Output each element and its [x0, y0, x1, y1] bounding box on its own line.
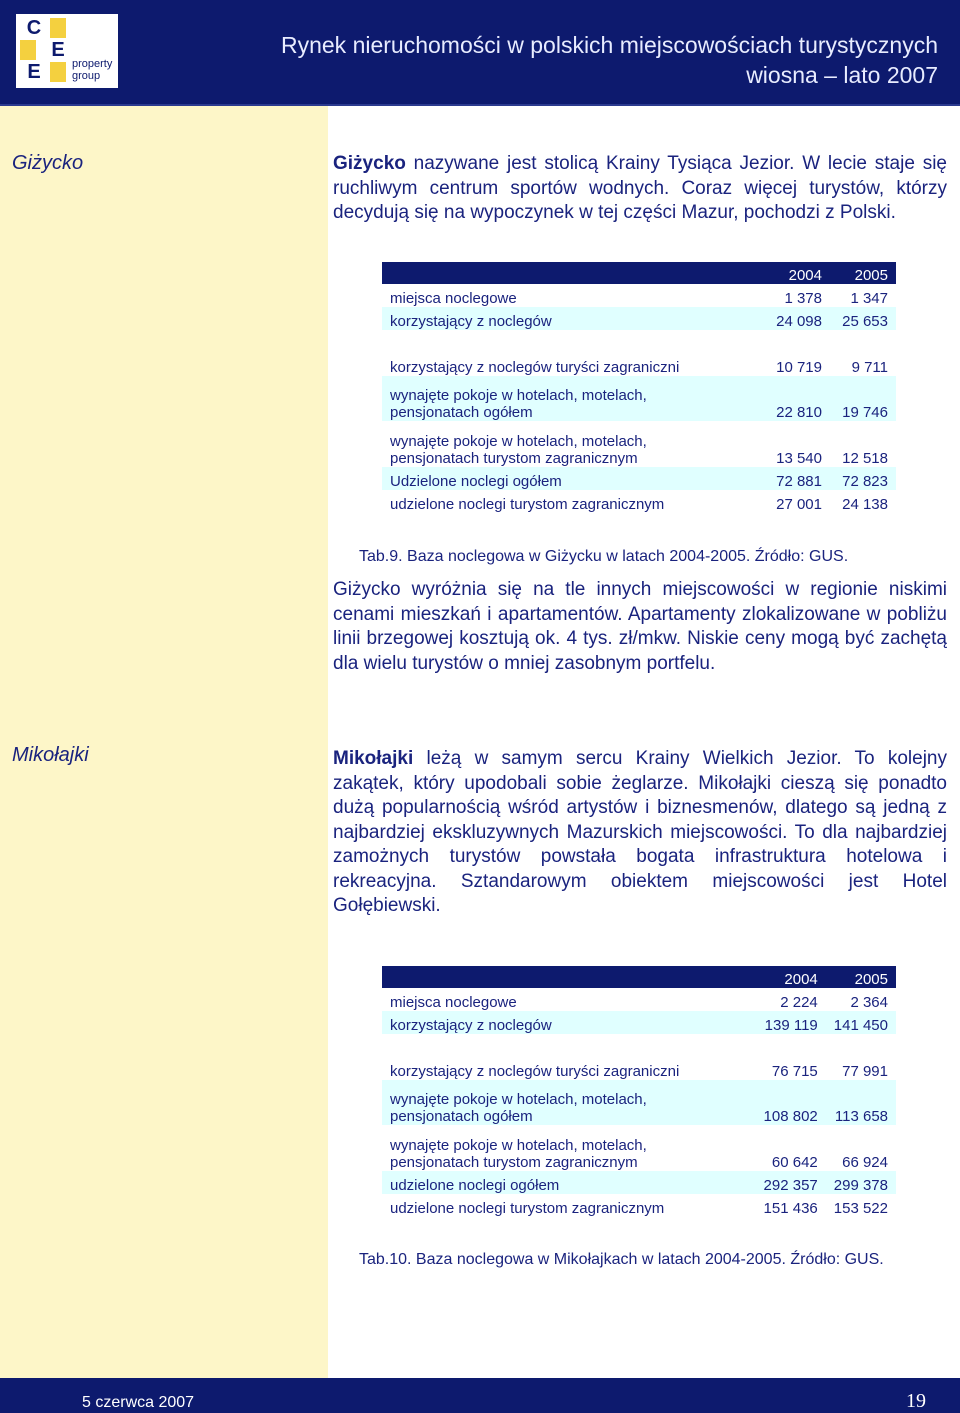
table-row	[382, 330, 896, 376]
table-row	[382, 1171, 896, 1194]
section-label-gizycko: Giżycko	[12, 152, 84, 174]
row-value-2005: 19 746	[830, 376, 896, 421]
row-value-2004: 76 715	[771, 1063, 818, 1080]
row-label-line1: wynajęte pokoje w hotelach, motelach,	[390, 387, 647, 404]
row-value-2005: 2 364	[850, 994, 888, 1011]
row-label: miejsca noclegowe	[390, 290, 517, 307]
mikolajki-intro-bold: Mikołajki	[333, 748, 414, 769]
table-row	[382, 307, 896, 330]
left-label-column	[0, 106, 328, 1378]
row-value-2004: 151 436	[763, 1200, 818, 1217]
table-row	[382, 1034, 896, 1080]
row-value-2005: 72 823	[830, 467, 896, 490]
row-label-line2: pensjonatach turystom zagranicznym	[390, 450, 638, 467]
row-label: korzystający z noclegów	[382, 1011, 724, 1034]
row-value-2004: 108 802	[724, 1080, 826, 1125]
row-value-2005: 12 518	[842, 450, 888, 467]
row-label: korzystający z noclegów	[382, 307, 728, 330]
gizycko-intro-paragraph	[333, 152, 947, 226]
header-cell-label	[382, 262, 728, 284]
mikolajki-intro-text: leżą w samym sercu Krainy Wielkich Jezior. To kolejny zakątek, który upodobali sobie żeglarze. Mikołajki cieszą się ponadto dużą popularnością wśród artystów i biznesmenów, dlatego są jedną z najbardziej ekskluzywnych Mazurskich miejscowości. To dla najbardziej zamożnych turystów powstała bogata infrastruktura hotelowa i rekreacyjna. Sztandarowym obiektem miejscowości jest Hotel Gołębiewski.	[333, 748, 947, 916]
logo-yellow-block-3	[50, 62, 66, 82]
row-label-line2: pensjonatach ogółem	[390, 404, 533, 421]
row-value-2004: 1 378	[784, 290, 822, 307]
row-label: udzielone noclegi turystom zagranicznym	[390, 496, 665, 513]
footer-date: 5 czerwca 2007	[82, 1394, 195, 1411]
row-label: korzystający z noclegów turyści zagraniczni	[390, 359, 680, 376]
logo-yellow-block-2	[20, 40, 36, 60]
mikolajki-stats-table	[382, 966, 896, 1217]
table-header-row	[382, 966, 896, 988]
header-title-line1: Rynek nieruchomości w polskich miejscowościach turystycznych	[280, 32, 938, 58]
table-header-row	[382, 262, 896, 284]
section-label-mikolajki: Mikołajki	[12, 744, 89, 766]
row-label: miejsca noclegowe	[390, 994, 517, 1011]
logo-subtitle	[72, 58, 112, 82]
logo-sub-line1: property	[72, 58, 113, 70]
row-label-line1: wynajęte pokoje w hotelach, motelach,	[390, 1091, 647, 1108]
table-row	[382, 467, 896, 490]
table-row	[382, 284, 896, 307]
row-value-2005: 299 378	[826, 1171, 896, 1194]
row-label: Udzielone noclegi ogółem	[382, 467, 728, 490]
table-row	[382, 376, 896, 421]
row-value-2005: 9 711	[851, 359, 888, 376]
logo-letter-c: C	[26, 17, 42, 39]
row-value-2004: 24 098	[728, 307, 830, 330]
row-label: udzielone noclegi turystom zagranicznym	[390, 1200, 665, 1217]
header-title-line2: wiosna – lato 2007	[746, 62, 938, 88]
mikolajki-intro-paragraph	[333, 747, 947, 919]
header-cell-2005: 2005	[826, 966, 896, 988]
row-label-line2: pensjonatach ogółem	[390, 1108, 533, 1125]
table-row	[382, 1194, 896, 1217]
row-label	[382, 421, 728, 467]
row-value-2005: 24 138	[842, 496, 888, 513]
table-row	[382, 490, 896, 513]
page-footer	[0, 1378, 960, 1413]
gizycko-intro-bold: Giżycko	[333, 153, 406, 174]
row-value-2004: 2 224	[780, 994, 818, 1011]
row-label: udzielone noclegi ogółem	[382, 1171, 724, 1194]
row-value-2004: 292 357	[724, 1171, 826, 1194]
row-label	[382, 1080, 724, 1125]
row-label-line2: pensjonatach turystom zagranicznym	[390, 1154, 638, 1171]
table-row	[382, 421, 896, 467]
logo-yellow-block-1	[50, 18, 66, 38]
header-cell-2005: 2005	[830, 262, 896, 284]
row-label	[382, 1125, 724, 1171]
logo-letter-e1: E	[51, 39, 65, 61]
row-label-line1: wynajęte pokoje w hotelach, motelach,	[390, 433, 647, 450]
row-label	[382, 376, 728, 421]
table-row	[382, 988, 896, 1011]
row-value-2004: 139 119	[724, 1011, 826, 1034]
row-label-line1: wynajęte pokoje w hotelach, motelach,	[390, 1137, 647, 1154]
table-row	[382, 1080, 896, 1125]
cee-logo	[16, 14, 118, 88]
mikolajki-table-caption: Tab.10. Baza noclegowa w Mikołajkach w latach 2004-2005. Źródło: GUS.	[359, 1251, 884, 1268]
row-value-2004: 13 540	[776, 450, 822, 467]
row-value-2005: 1 347	[850, 290, 888, 307]
header-cell-2004: 2004	[724, 966, 826, 988]
gizycko-paragraph-2: Giżycko wyróżnia się na tle innych miejscowości w regionie niskimi cenami mieszkań i apartamentów. Apartamenty zlokalizowane w pobliżu linii brzegowej kosztują ok. 4 tys. zł/mkw. Niskie ceny mogą być zachętą dla wielu turystów o mniej zasobnym portfelu.	[333, 579, 947, 674]
page-number: 19	[906, 1390, 926, 1412]
row-value-2005: 113 658	[826, 1080, 896, 1125]
row-value-2005: 77 991	[842, 1063, 888, 1080]
row-value-2004: 10 719	[776, 359, 822, 376]
row-value-2004: 72 881	[728, 467, 830, 490]
logo-sub-line2: group	[72, 70, 101, 82]
logo-letter-e2: E	[27, 61, 41, 83]
row-value-2004: 22 810	[728, 376, 830, 421]
table-row	[382, 1011, 896, 1034]
gizycko-table-caption: Tab.9. Baza noclegowa w Giżycku w latach 2004-2005. Źródło: GUS.	[359, 548, 849, 565]
row-value-2005: 153 522	[833, 1200, 888, 1217]
row-label: korzystający z noclegów turyści zagraniczni	[390, 1063, 680, 1080]
row-value-2005: 141 450	[826, 1011, 896, 1034]
gizycko-stats-table	[382, 262, 896, 513]
gizycko-intro-text: nazywane jest stolicą Krainy Tysiąca Jezior. W lecie staje się ruchliwym centrum sportów wodnych. Coraz więcej turystów, którzy decydują się na wypoczynek w tej części Mazur, pochodzi z Polski.	[333, 153, 947, 223]
row-value-2005: 66 924	[842, 1154, 888, 1171]
table-row	[382, 1125, 896, 1171]
row-value-2004: 27 001	[776, 496, 822, 513]
page-header	[0, 0, 960, 106]
header-cell-2004: 2004	[728, 262, 830, 284]
row-value-2005: 25 653	[830, 307, 896, 330]
row-value-2004: 60 642	[771, 1154, 818, 1171]
header-cell-label	[382, 966, 724, 988]
